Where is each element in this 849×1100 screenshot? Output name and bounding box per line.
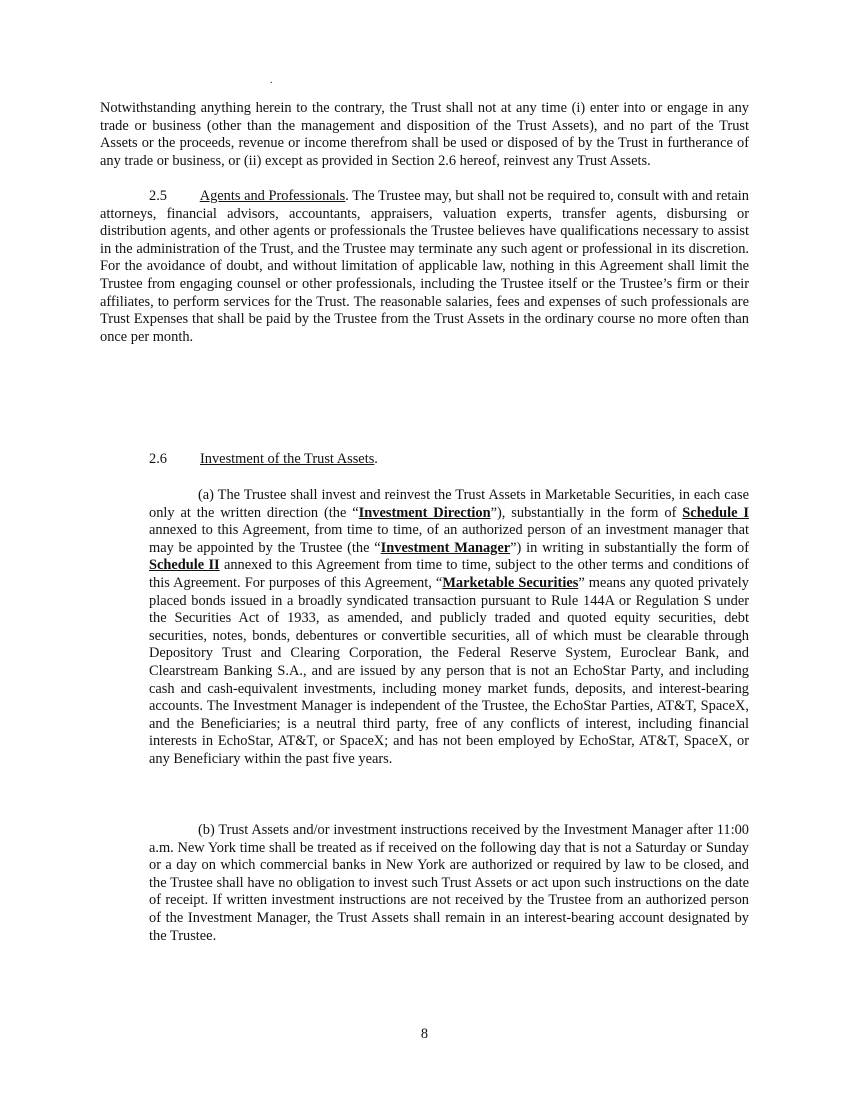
defined-term-schedule-ii: Schedule II <box>149 557 220 574</box>
defined-term-schedule-i: Schedule I <box>682 504 749 521</box>
defined-term-marketable-securities: Marketable Securities <box>442 574 579 591</box>
paragraph-b: (b) Trust Assets and/or investment instructions received by the Investment Manager after 11:00 a.m. New York time shall be treated as if received on the following day that is not a Saturday or Sunday or a day on which commercial banks in New York are authorized or required by law to be closed, and the Trustee shall have no obligation to invest such Trust Assets or act upon such instructions on the date of receipt. If written investment instructions are not received by the Trustee from an authorized person of the Investment Manager, the Trust Assets shall remain in an interest-bearing account designated by the Trustee. <box>149 822 749 944</box>
page-number: 8 <box>420 1026 429 1042</box>
section-2-6-heading <box>149 451 378 469</box>
section-2-5-body: . The Trustee may, but shall not be required to, consult with and retain attorneys, financial advisors, accountants, appraisers, valuation experts, transfer agents, disbursing or distribution agents, and other agents or professionals the Trustee believes have qualifications necessary to assist in the administration of the Trust, and the Trustee may terminate any such agent or professional in its discretion. For the avoidance of doubt, and without limitation of applicable law, nothing in this Agreement shall limit the Trustee from engaging counsel or other professionals, including the Trustee itself or the Trustee’s firm or their affiliates, to perform services for the Trust. The reasonable salaries, fees and expenses of such professionals are Trust Expenses that shall be paid by the Trustee from the Trust Assets in the ordinary course no more often than once per month. <box>100 188 749 345</box>
defined-term-investment-direction: Investment Direction <box>358 504 491 521</box>
section-2-6-number: 2.6 <box>149 451 167 467</box>
paragraph-a-text-2: ”), substantially in the form of <box>490 504 683 521</box>
paragraph-a <box>149 487 749 769</box>
intro-paragraph: Notwithstanding anything herein to the contrary, the Trust shall not at any time (i) enter into or engage in any trade or business (other than the management and disposition of the Trust Assets), and no part of the Trust Assets or the proceeds, revenue or income therefrom shall be used or disposed of by the Trust in furtherance of any trade or business, or (ii) except as provided in Section 2.6 hereof, reinvest any Trust Assets. <box>100 100 749 169</box>
paragraph-a-text-5: annexed to this Agreement from time to time, subject to the other terms and conditions of this Agreement. For purposes of this Agreement, “ <box>149 557 750 591</box>
paragraph-a-text-6: ” means any quoted privately placed bonds issued in a broadly syndicated transaction pursuant to Rule 144A or Regulation S under the Securities Act of 1933, as amended, and publicly traded and quoted equity securities, debt securities, notes, bonds, debentures or convertible securities, all of which must be clearable through Depository Trust and Clearing Corporation, the Federal Reserve System, Euroclear Bank, and Clearstream Banking S.A., and are issued by any person that is not an EchoStar Party, and including cash and cash-equivalent investments, including money market funds, deposits, and interest-bearing accounts. The Investment Manager is independent of the Trustee, the EchoStar Parties, AT&T, SpaceX, and the Beneficiaries; is a neutral third party, free of any conflicts of interest, including financial interests in EchoStar, AT&T, or SpaceX; and has not been employed by EchoStar, AT&T, SpaceX, or any Beneficiary within the past five years. <box>149 574 749 767</box>
section-2-6-period: . <box>374 451 378 467</box>
section-2-5-number: 2.5 <box>149 188 167 204</box>
paragraph-a-text-4: ”) in writing in substantially the form of <box>510 539 750 556</box>
defined-term-investment-manager: Investment Manager <box>380 539 511 556</box>
stray-mark: . <box>270 75 273 86</box>
paragraph-a-text-1: (a) The Trustee shall invest and reinvest the Trust Assets in Marketable Securities, in each case only at the written direction (the “ <box>149 487 749 521</box>
section-2-6-title: Investment of the Trust Assets <box>200 451 375 467</box>
paragraph-a-text-3: annexed to this Agreement, from time to time, of an authorized person of an investment manager that may be appointed by the Trustee (the “ <box>149 522 749 556</box>
section-2-5-title: Agents and Professionals <box>199 188 346 204</box>
section-2-5-paragraph <box>100 188 749 346</box>
